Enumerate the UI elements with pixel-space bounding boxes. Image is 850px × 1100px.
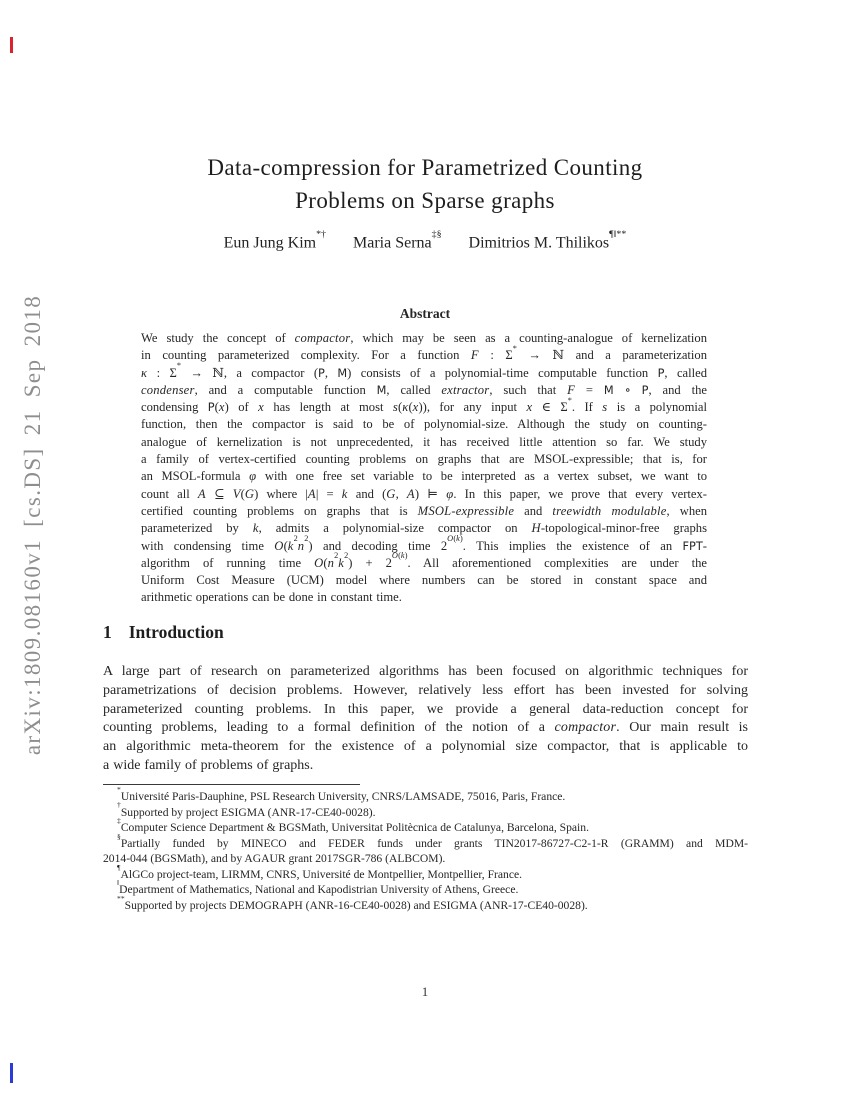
text-line: counting problems, leading to a formal definition of the notion of a compactor. Our main result is [103,720,748,736]
text-line: ‖Department of Mathematics, National and Kapodistrian University of Athens, Greece. [117,878,519,897]
text-line: a family of vertex-certified counting problems on graphs that are MSOL-expressible; that is, for [141,452,707,467]
text-line: an MSOL-formula φ with one free set variable to be interpreted as a vertex subset, we want to [141,469,707,484]
text-line: κ : Σ* → ℕ, a compactor (P, M) consists of a polynomial-time computable function P, called [141,360,708,380]
bottom-left-scan-artifact [10,1063,13,1083]
text-line: condenser, and a computable function M, called extractor, such that F = M ∘ P, and the [141,382,707,397]
text-line: A large part of research on parameterized algorithms has been focused on algorithmic techniques for [103,664,748,679]
section-title: Introduction [128,622,224,642]
text-line: ‡Computer Science Department & BGSMath, Universitat Politècnica de Catalunya, Barcelona, Spain. [117,816,589,835]
text-line: 2014-044 (BGSMath), and by AGAUR grant 2017SGR-786 (ALBCOM). [103,852,446,866]
arxiv-watermark: arXiv:1809.08160v1 [cs.DS] 21 Sep 2018 [20,294,45,756]
text-line: parameterized by k, admits a polynomial-size compactor on H-topological-minor-free graphs [141,521,707,536]
author-2-name: Maria Serna [353,234,432,252]
page-number: 1 [421,984,429,999]
abstract-heading: Abstract [399,306,451,321]
author-1-name: Eun Jung Kim [223,234,317,252]
section-number: 1 [103,622,112,642]
author-3 [468,228,627,252]
text-line: algorithm of running time $O(n^2k^2) + 2^{O(k)}$. All aforementioned complexities are under the [141,551,707,570]
text-line: condensing P(x) of x has length at most s(κ(x)), for any input x ∈ Σ*. If s is a polynomial [141,395,707,415]
authors-row [0,228,850,252]
footnote-rule [103,784,360,785]
text-line: We study the concept of compactor, which may be seen as a counting-analogue of kernelization [141,331,707,345]
top-left-scan-artifact [10,37,13,53]
text-line: with condensing time $O(k^2n^2)$ and decoding time $2^{O(k)}$. This implies the existence of an FPT- [141,533,707,553]
text-line: count all A ⊆ V(G) where |A| = k and (G, A) ⊨ φ. In this paper, we prove that every vertex- [141,486,707,501]
paper-title-line2: Problems on Sparse graphs [295,188,555,213]
text-line: Uniform Cost Measure (UCM) model where numbers can be stored in constant space and [141,573,707,588]
author-1-footnote-marks: *† [316,228,326,240]
text-line: †Supported by project ESIGMA (ANR-17-CE40-0028). [117,800,376,819]
author-2-footnote-marks: ‡§ [431,228,442,240]
text-line: an algorithmic meta-theorem for the existence of a polynomial size compactor, that is applicable to [103,739,748,754]
text-line: function, then the compactor is said to be of polynomial-size. Although the study on counting- [141,417,707,432]
abstract-body [141,330,707,607]
author-3-name: Dimitrios M. Thilikos [468,234,610,252]
author-1 [223,228,326,252]
paper-title-line1: Data-compression for Parametrized Counting [207,155,643,180]
text-line: parameterized counting problems. In this paper, we provide a general data-reduction concept for [103,701,748,717]
text-line: certified counting problems on graphs that is MSOL-expressible and treewidth modulable, when [141,503,708,518]
footnotes-block [103,784,748,913]
author-2 [353,228,442,252]
text-line: in counting parameterized complexity. For a function F : Σ* → ℕ and a parameterization [141,343,707,363]
text-line: parametrizations of decision problems. However, relatively less effort has been invested for solving [103,682,748,698]
paper-title [0,151,850,217]
section-heading [103,622,224,643]
text-line: *Université Paris-Dauphine, PSL Research University, CNRS/LAMSADE, 75016, Paris, France. [117,784,566,803]
text-line: analogue of kernelization is not unprecedented, it has received little attention so far. We study [141,434,707,449]
introduction-paragraph [103,663,748,776]
text-line: ¶AlGCo project-team, LIRMM, CNRS, Université de Montpellier, Montpellier, France. [117,862,523,881]
text-line: **Supported by projects DEMOGRAPH (ANR-16-CE40-0028) and ESIGMA (ANR-17-CE40-0028). [117,893,588,912]
text-line: arithmetic operations can be done in constant time. [141,590,402,605]
author-3-footnote-marks: ¶‖** [609,228,627,240]
text-line: §Partially funded by MINECO and FEDER funds under grants TIN2017-86727-C2-1-R (GRAMM) and MDM- [117,831,748,850]
text-line: a wide family of problems of graphs. [103,757,314,773]
